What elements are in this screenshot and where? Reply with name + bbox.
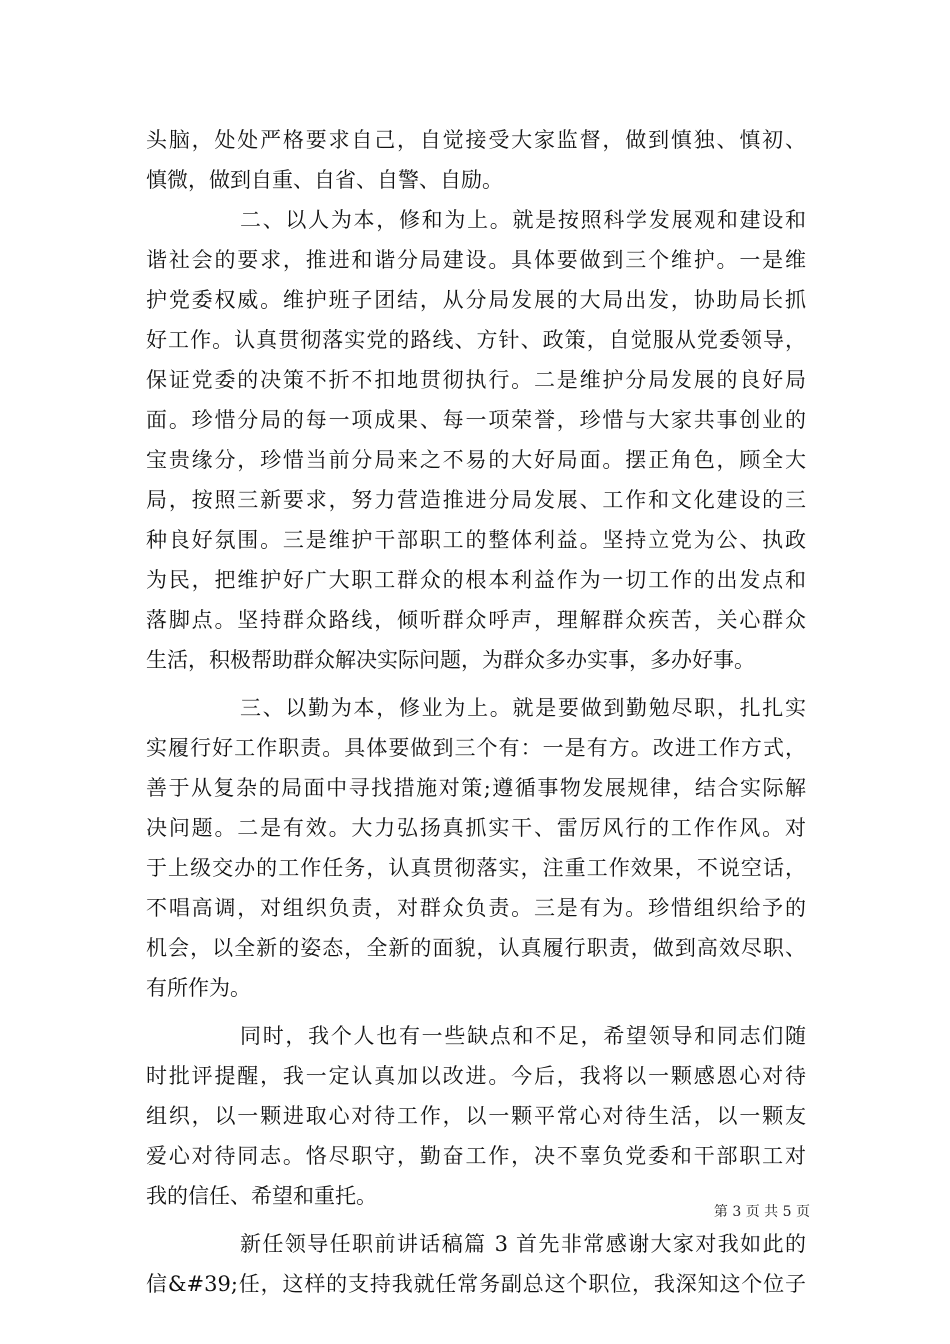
text-line: 慎微，做到自重、自省、自警、自励。 bbox=[146, 168, 503, 192]
text-line: 宝贵缘分，珍惜当前分局来之不易的大好局面。摆正角色，顾全大 bbox=[146, 448, 806, 472]
paragraph-start-line: 同时，我个人也有一些缺点和不足，希望领导和同志们随 bbox=[240, 1024, 806, 1048]
text-line: 好工作。认真贯彻落实党的路线、方针、政策，自觉服从党委领导， bbox=[146, 328, 806, 352]
text-line: 有所作为。 bbox=[146, 976, 251, 1000]
paragraph-start-line: 三、以勤为本，修业为上。就是要做到勤勉尽职，扎扎实 bbox=[240, 696, 806, 720]
text-line: 信&#39;任，这样的支持我就任常务副总这个职位，我深知这个位子 bbox=[146, 1272, 806, 1296]
text-line: 时批评提醒，我一定认真加以改进。今后，我将以一颗感恩心对待 bbox=[146, 1064, 806, 1088]
text-line: 局，按照三新要求，努力营造推进分局发展、工作和文化建设的三 bbox=[146, 488, 806, 512]
text-line: 机会，以全新的姿态，全新的面貌，认真履行职责，做到高效尽职、 bbox=[146, 936, 806, 960]
text-line: 爱心对待同志。恪尽职守，勤奋工作，决不辜负党委和干部职工对 bbox=[146, 1144, 806, 1168]
text-line: 面。珍惜分局的每一项成果、每一项荣誉，珍惜与大家共事创业的 bbox=[146, 408, 806, 432]
text-line: 不唱高调，对组织负责，对群众负责。三是有为。珍惜组织给予的 bbox=[146, 896, 806, 920]
text-line: 我的信任、希望和重托。 bbox=[146, 1184, 377, 1208]
text-line: 于上级交办的工作任务，认真贯彻落实，注重工作效果，不说空话， bbox=[146, 856, 806, 880]
text-line: 头脑，处处严格要求自己，自觉接受大家监督，做到慎独、慎初、 bbox=[146, 128, 806, 152]
document-body bbox=[146, 120, 806, 1304]
text-line: 保证党委的决策不折不扣地贯彻执行。二是维护分局发展的良好局 bbox=[146, 368, 806, 392]
text-line: 生活，积极帮助群众解决实际问题，为群众多办实事，多办好事。 bbox=[146, 648, 755, 672]
text-line: 实履行好工作职责。具体要做到三个有：一是有方。改进工作方式， bbox=[146, 736, 806, 760]
text-line: 组织，以一颗进取心对待工作，以一颗平常心对待生活，以一颗友 bbox=[146, 1104, 806, 1128]
text-line: 谐社会的要求，推进和谐分局建设。具体要做到三个维护。一是维 bbox=[146, 248, 806, 272]
text-line: 决问题。二是有效。大力弘扬真抓实干、雷厉风行的工作作风。对 bbox=[146, 816, 806, 840]
page-number-footer: 第 3 页 共 5 页 bbox=[713, 1204, 810, 1220]
text-line: 护党委权威。维护班子团结，从分局发展的大局出发，协助局长抓 bbox=[146, 288, 806, 312]
text-line: 为民，把维护好广大职工群众的根本利益作为一切工作的出发点和 bbox=[146, 568, 806, 592]
text-line: 落脚点。坚持群众路线，倾听群众呼声，理解群众疾苦，关心群众 bbox=[146, 608, 806, 632]
paragraph-start-line: 新任领导任职前讲话稿篇 3 首先非常感谢大家对我如此的 bbox=[240, 1232, 806, 1256]
paragraph-start-line: 二、以人为本，修和为上。就是按照科学发展观和建设和 bbox=[240, 208, 806, 232]
text-line: 种良好氛围。三是维护干部职工的整体利益。坚持立党为公、执政 bbox=[146, 528, 806, 552]
text-line: 善于从复杂的局面中寻找措施对策;遵循事物发展规律，结合实际解 bbox=[146, 776, 806, 800]
